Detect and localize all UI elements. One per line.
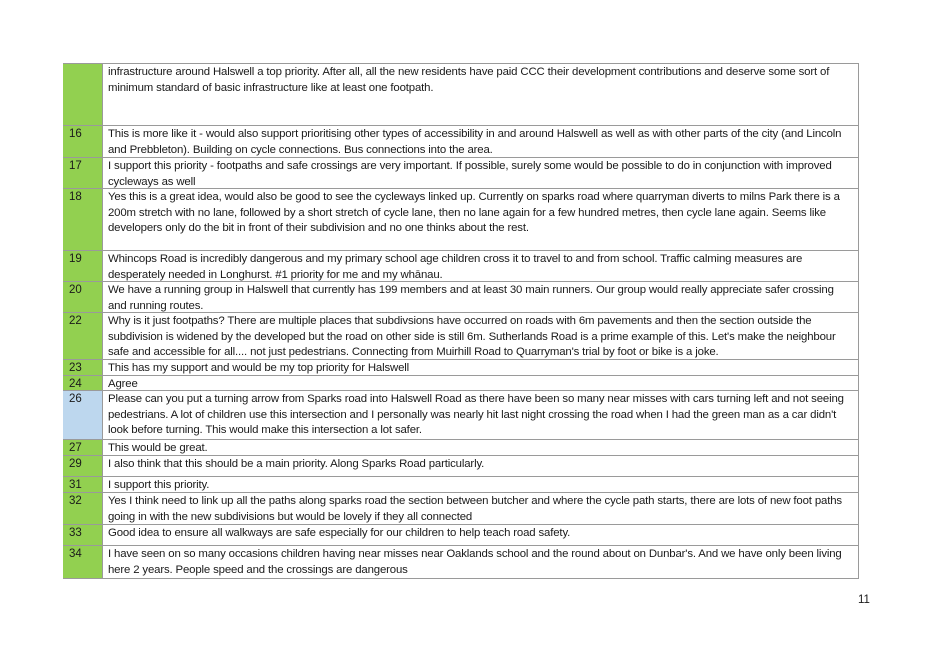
comment-id-cell: 27 [63, 440, 103, 455]
comment-text-cell: I support this priority. [108, 479, 210, 491]
comment-id-cell: 32 [63, 493, 103, 524]
table-row [63, 391, 858, 440]
comment-text-cell: I support this priority - footpaths and safe crossings are very important. If possible, surely some would be possible to do in conjunction with improved cycleways as well [108, 160, 832, 188]
comment-id-cell: 26 [63, 391, 103, 439]
comments-table [63, 63, 859, 579]
comment-text-cell: Agree [108, 378, 138, 390]
table-row [63, 456, 858, 477]
comment-text-cell: This would be great. [108, 442, 208, 454]
table-row [63, 282, 858, 313]
comment-id-cell: 29 [63, 456, 103, 476]
table-row [63, 313, 858, 360]
table-row [63, 251, 858, 282]
comment-id-cell [63, 64, 103, 125]
comment-text-cell: Whincops Road is incredibly dangerous and my primary school age children cross it to travel to and from school. Traffic calming measures are desperately needed in Longhurst. #1 priority for me and my whānau. [108, 253, 803, 281]
table-row [63, 126, 858, 158]
comment-id-cell: 16 [63, 126, 103, 157]
table-row [63, 376, 858, 391]
comment-id-cell: 18 [63, 189, 103, 250]
comment-id-cell: 22 [63, 313, 103, 359]
comment-text-cell: infrastructure around Halswell a top priority. After all, all the new residents have paid CCC their development contributions and deserve some sort of minimum standard of basic infrastructure like at least one footpath. [108, 66, 830, 94]
comment-id-cell: 20 [63, 282, 103, 312]
comment-text-cell: Good idea to ensure all walkways are safe especially for our children to help teach road safety. [108, 527, 571, 539]
comment-text-cell: I also think that this should be a main priority. Along Sparks Road particularly. [108, 458, 485, 470]
comment-id-cell: 23 [63, 360, 103, 375]
comment-id-cell: 34 [63, 546, 103, 578]
page-number: 11 [858, 594, 870, 606]
comment-id-cell: 31 [63, 477, 103, 492]
comment-id-cell: 17 [63, 158, 103, 188]
table-row [63, 525, 858, 546]
comment-id-cell: 24 [63, 376, 103, 390]
table-row [63, 189, 858, 251]
table-row [63, 477, 858, 493]
table-row [63, 440, 858, 456]
comment-text-cell: This is more like it - would also support prioritising other types of accessibility in and around Halswell as well as with other parts of the city (and Lincoln and Prebbleton). Building on cycle connections. Bus connections into the area. [108, 128, 842, 156]
table-row [63, 158, 858, 189]
table-row [63, 546, 858, 579]
comment-text-cell: Yes this is a great idea, would also be good to see the cycleways linked up. Currently on sparks road where quarryman diverts to milns Park there is a 200m stretch with no lane, followed by a short stretch of cycle lane, then no lane again for a few hundred metres, then cycle lane again. Seems like developers only do the bit in front of their subdivision and no one thinks about the rest. [108, 191, 840, 235]
table-row [63, 360, 858, 376]
comment-text-cell: I have seen on so many occasions children having near misses near Oaklands school and the round about on Dunbar's. And we have only been living here 2 years. People speed and the crossings are dangerous [108, 548, 842, 576]
table-row [63, 64, 858, 126]
comment-text-cell: This has my support and would be my top priority for Halswell [108, 362, 410, 374]
comment-text-cell: Why is it just footpaths? There are multiple places that subdivsions have occurred on roads with 6m pavements and then the section outside the subdivision is widened by the developed but the road on other side is still 6m. Sutherlands Road is a prime example of this. Let's make the neighbour safe and accessible for all.... not just pedestrians. Connecting from Muirhill Road to Quarryman's trial by foot or bike is a joke. [108, 315, 836, 359]
comment-text-cell: Please can you put a turning arrow from Sparks road into Halswell Road as there have been so many near misses with cars turning left and not seeing pedestrians. A lot of children use this intersection and I personally was nearly hit last night crossing the road when I had the green man as a car didn't look before turning. This would make this intersection a lot safer. [108, 393, 844, 437]
table-row [63, 493, 858, 525]
comment-id-cell: 19 [63, 251, 103, 281]
comment-text-cell: We have a running group in Halswell that currently has 199 members and at least 30 main runners. Our group would really appreciate safer crossing and running routes. [108, 284, 834, 312]
comment-id-cell: 33 [63, 525, 103, 545]
comment-text-cell: Yes I think need to link up all the paths along sparks road the section between butcher and where the cycle path starts, there are lots of new foot paths going in with the new subdivisions but would be lovely if they all connected [108, 495, 842, 523]
